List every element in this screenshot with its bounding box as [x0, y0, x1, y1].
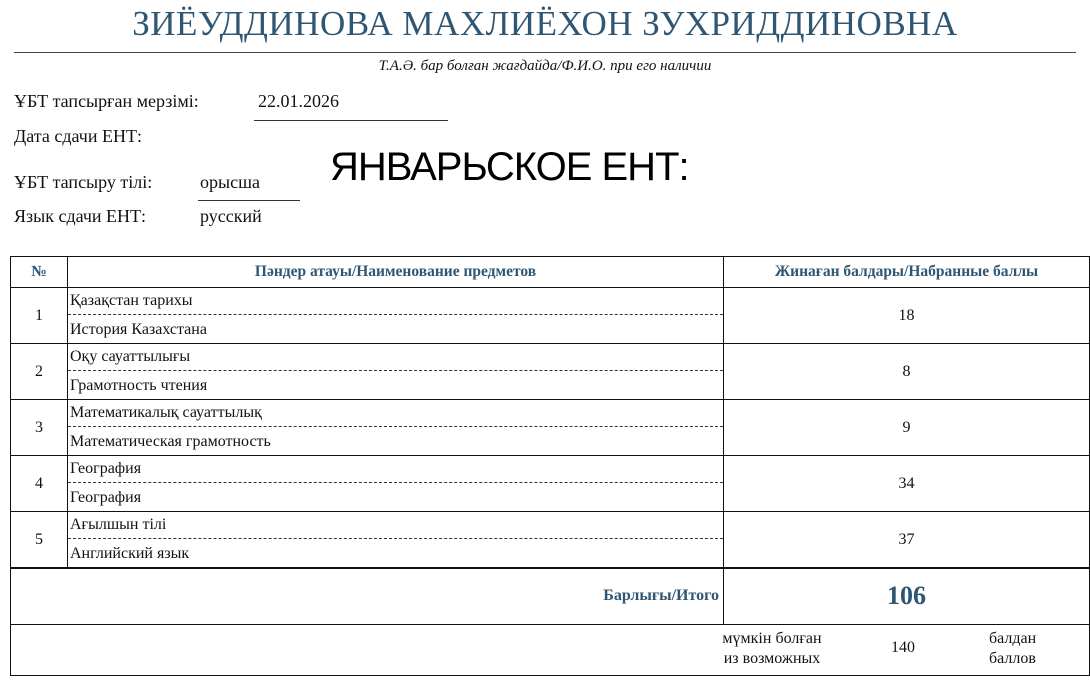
row-subject — [68, 400, 724, 456]
possible-prefix-kz: мүмкін болған — [722, 629, 822, 647]
total-label: Барлығы/Итого — [11, 568, 724, 624]
exam-date-underline — [254, 120, 448, 121]
row-subject — [68, 288, 724, 344]
exam-lang-value-kz: орысша — [200, 172, 260, 192]
row-score: 18 — [724, 288, 1090, 344]
header-score: Жинаған балдары/Набранные баллы — [724, 257, 1090, 288]
row-num: 5 — [11, 512, 68, 569]
exam-date-label-ru: Дата сдачи ЕНТ: — [14, 126, 142, 146]
results-table — [10, 256, 1090, 676]
row-subject — [68, 512, 724, 569]
table-row — [11, 288, 1090, 344]
row-num: 3 — [11, 400, 68, 456]
subject-name-kz: Ағылшын тілі — [68, 512, 723, 539]
header-num: № — [11, 257, 68, 288]
possible-suffix-ru: баллов — [989, 649, 1036, 667]
student-full-name: ЗИЁУДДИНОВА МАХЛИЁХОН ЗУХРИДДИНОВНА — [132, 4, 958, 43]
row-score: 8 — [724, 344, 1090, 400]
table-row — [11, 512, 1090, 569]
table-row — [11, 400, 1090, 456]
possible-prefix — [707, 629, 837, 669]
subject-name-ru: География — [70, 489, 142, 506]
subject-name-ru: Математическая грамотность — [70, 433, 271, 450]
subject-name-ru: Английский язык — [70, 545, 190, 562]
subject-name-kz: Қазақстан тарихы — [68, 288, 723, 315]
row-num: 4 — [11, 456, 68, 512]
total-value: 106 — [724, 568, 1090, 624]
table-row — [11, 344, 1090, 400]
name-underline — [14, 52, 1076, 53]
exam-lang-label-kz: ҰБТ тапсыру тілі: — [14, 172, 153, 192]
exam-lang-underline — [198, 200, 300, 201]
row-score: 9 — [724, 400, 1090, 456]
subject-name-kz: География — [68, 456, 723, 483]
subject-name-ru: Грамотность чтения — [70, 377, 208, 394]
row-num: 1 — [11, 288, 68, 344]
row-score: 37 — [724, 512, 1090, 569]
exam-date-label-kz: ҰБТ тапсырған мерзімі: — [14, 91, 199, 111]
overlay-caption: ЯНВАРЬСКОЕ ЕНТ: — [330, 145, 689, 189]
possible-prefix-ru: из возможных — [723, 649, 821, 667]
exam-lang-value-ru: русский — [200, 206, 262, 226]
table-header-row — [11, 257, 1090, 288]
table-row — [11, 456, 1090, 512]
possible-suffix-kz: балдан — [989, 629, 1037, 647]
subject-name-ru: История Казахстана — [70, 321, 207, 338]
possible-cell — [11, 624, 1090, 675]
name-hint: Т.А.Ә. бар болған жағдайда/Ф.И.О. при его наличии — [378, 58, 712, 74]
row-subject — [68, 344, 724, 400]
row-score: 34 — [724, 456, 1090, 512]
exam-date-value: 22.01.2026 — [258, 91, 339, 111]
row-subject — [68, 456, 724, 512]
total-row — [11, 568, 1090, 624]
row-num: 2 — [11, 344, 68, 400]
possible-suffix — [989, 629, 1036, 669]
header-subject: Пәндер атауы/Наименование предметов — [68, 257, 724, 288]
subject-name-kz: Оқу сауаттылығы — [68, 344, 723, 371]
possible-value: 140 — [891, 638, 915, 656]
subject-name-kz: Математикалық сауаттылық — [68, 400, 723, 427]
possible-row — [11, 624, 1090, 675]
exam-lang-label-ru: Язык сдачи ЕНТ: — [14, 206, 147, 226]
